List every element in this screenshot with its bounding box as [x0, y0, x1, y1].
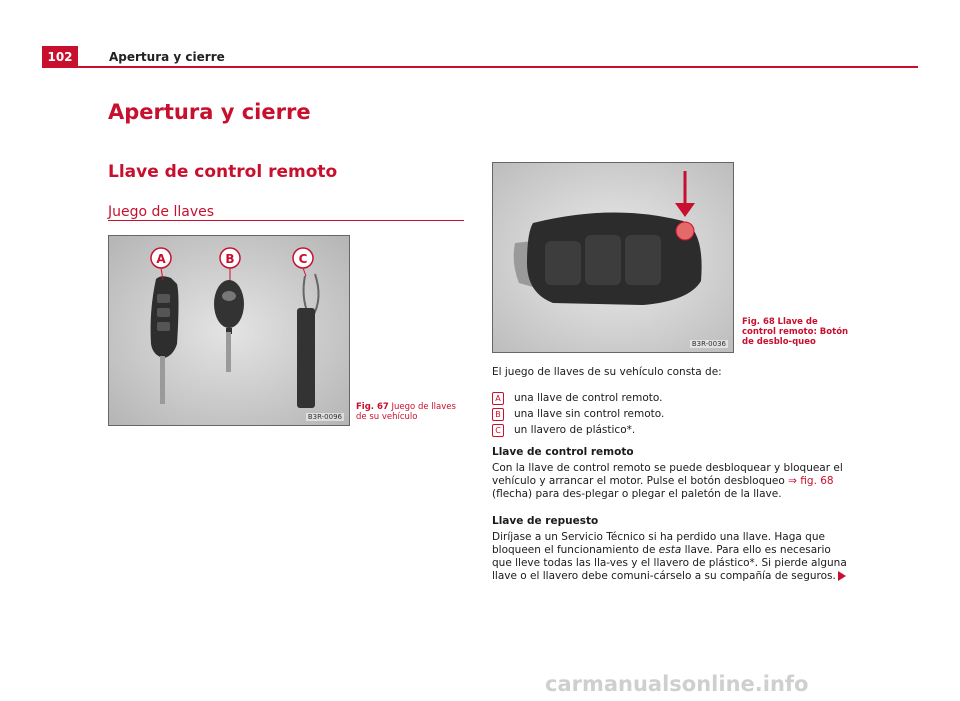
figure-key-set — [108, 235, 350, 426]
header-title: Apertura y cierre — [109, 50, 225, 64]
spare-text-2: llave. Para ello es necesario que lleve todas las lla-ves y el llavero de plástico*. Si pierde alguna llave o el llavero debe comuni-cárselo a su compañía de seguros. — [492, 544, 847, 582]
subsection-title: Juego de llaves — [108, 204, 215, 220]
figure-67-caption — [356, 402, 466, 422]
list-item-text: una llave de control remoto. — [514, 392, 663, 404]
figure-label-a: A — [156, 252, 166, 266]
figure-label-b: B — [225, 252, 235, 266]
spare-text-em: esta — [658, 544, 682, 556]
figure-code: B3R-0096 — [307, 413, 342, 421]
remote-heading: Llave de control remoto — [492, 446, 634, 458]
spare-heading: Llave de repuesto — [492, 515, 599, 527]
intro-text: El juego de llaves de su vehículo consta de: — [492, 366, 722, 378]
fig-68-link[interactable]: ⇒ fig. 68 — [788, 475, 834, 487]
remote-text-1: Con la llave de control remoto se puede desbloquear y bloquear el vehículo y arrancar el motor. Pulse el botón desbloqueo — [492, 462, 843, 487]
marker-a: A — [492, 392, 504, 405]
key-set-illustration — [109, 236, 349, 425]
section-title: Llave de control remoto — [108, 162, 338, 182]
figure-remote-key — [492, 162, 734, 353]
spare-text-1: Diríjase a un Servicio Técnico si ha perdido una llave. Haga que bloqueen el funcionamiento de — [492, 531, 825, 556]
watermark: carmanualsonline.info — [545, 672, 809, 696]
label-c — [293, 248, 313, 268]
continue-arrow-icon — [838, 571, 846, 581]
list-item — [492, 390, 852, 406]
marker-c: C — [492, 424, 504, 437]
label-b — [220, 248, 240, 268]
remote-text-2: (flecha) para des-plegar o plegar el paletón de la llave. — [492, 488, 782, 500]
list-item-text: un llavero de plástico*. — [514, 424, 636, 436]
key-list — [492, 390, 852, 438]
caption-number: Fig. 68 — [742, 317, 775, 327]
caption-text: Juego de llaves de su vehículo — [356, 402, 456, 422]
label-a — [151, 248, 171, 268]
figure-code: B3R-0036 — [691, 340, 726, 348]
subsection-rule — [108, 220, 464, 221]
remote-key-illustration — [493, 163, 733, 352]
header-rule — [42, 66, 918, 68]
marker-b: B — [492, 408, 504, 421]
caption-text: Llave de control remoto: Botón de desblo-queo — [742, 317, 849, 347]
list-item — [492, 406, 852, 422]
figure-68-caption — [742, 317, 852, 347]
caption-number: Fig. 67 — [356, 402, 389, 412]
chapter-title: Apertura y cierre — [108, 100, 311, 124]
page-number: 102 — [42, 46, 78, 68]
list-item — [492, 422, 852, 438]
figure-label-c: C — [298, 252, 308, 266]
spare-paragraph — [492, 531, 852, 583]
list-item-text: una llave sin control remoto. — [514, 408, 665, 420]
remote-paragraph — [492, 462, 852, 501]
